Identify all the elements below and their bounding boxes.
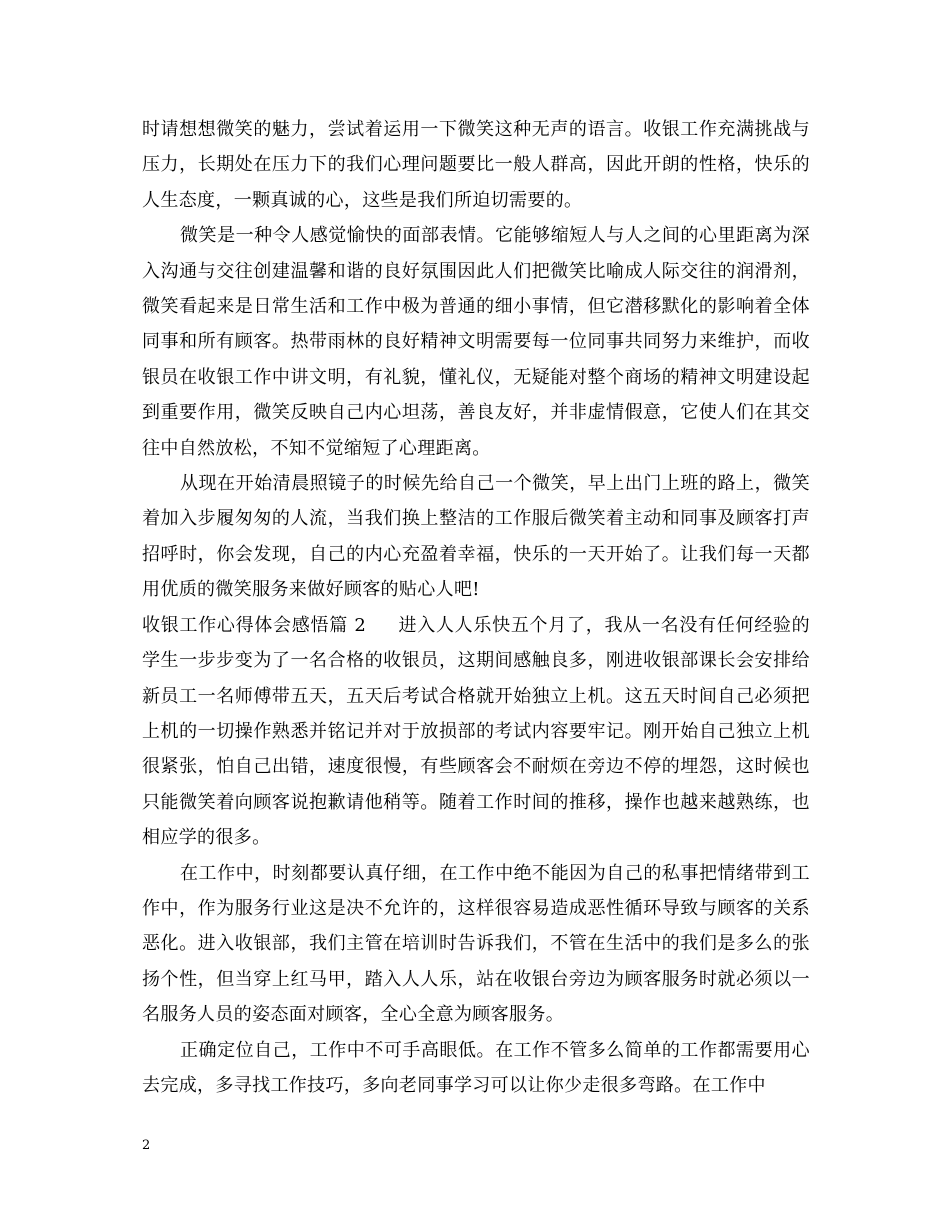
section-heading: 收银工作心得体会感悟篇 2: [142, 614, 367, 636]
paragraph-3: 从现在开始清晨照镜子的时候先给自己一个微笑，早上出门上班的路上，微笑着加入步履匆匆的人流，当我们换上整洁的工作服后微笑着主动和同事及顾客打声招呼时，你会发现，自己的内心充盈着幸福，快乐的一天开始了。让我们每一天都用优质的微笑服务来做好顾客的贴心人吧!: [142, 473, 810, 601]
section-paragraph: [142, 608, 810, 856]
paragraph-1: 时请想想微笑的魅力，尝试着运用一下微笑这种无声的语言。收银工作充满挑战与压力，长期处在压力下的我们心理问题要比一般人群高，因此开朗的性格，快乐的人生态度，一颗真诚的心，这些是我们所迫切需要的。: [142, 119, 810, 211]
page-number: 2: [142, 1138, 151, 1153]
paragraph-6: 正确定位自己，工作中不可手高眼低。在工作不管多么简单的工作都需要用心去完成，多寻找工作技巧，多向老同事学习可以让你少走很多弯路。在工作中: [142, 1039, 810, 1096]
body-text: [142, 112, 810, 1103]
paragraph-2: 微笑是一种令人感觉愉快的面部表情。它能够缩短人与人之间的心里距离为深入沟通与交往创建温馨和谐的良好氛围因此人们把微笑比喻成人际交往的润滑剂，微笑看起来是日常生活和工作中极为普通的细小事情，但它潜移默化的影响着全体同事和所有顾客。热带雨林的良好精神文明需要每一位同事共同努力来维护，而收银员在收银工作中讲文明，有礼貌，懂礼仪，无疑能对整个商场的精神文明建设起到重要作用，微笑反映自己内心坦荡，善良友好，并非虚情假意，它使人们在其交往中自然放松，不知不觉缩短了心理距离。: [142, 225, 810, 459]
paragraph-5: 在工作中，时刻都要认真仔细，在工作中绝不能因为自己的私事把情绪带到工作中，作为服务行业这是决不允许的，这样很容易造成恶性循环导致与顾客的关系恶化。进入收银部，我们主管在培训时告诉我们，不管在生活中的我们是多么的张扬个性，但当穿上红马甲，踏入人人乐，站在收银台旁边为顾客服务时就必须以一名服务人员的姿态面对顾客，全心全意为顾客服务。: [142, 862, 810, 1026]
paragraph-4: 进入人人乐快五个月了，我从一名没有任何经验的学生一步步变为了一名合格的收银员，这期间感触良多，刚进收银部课长会安排给新员工一名师傅带五天，五天后考试合格就开始独立上机。这五天时间自己必须把上机的一切操作熟悉并铭记并对于放损部的考试内容要牢记。刚开始自己独立上机很紧张，怕自己出错，速度很慢，有些顾客会不耐烦在旁边不停的埋怨，这时候也只能微笑着向顾客说抱歉请他稍等。随着工作时间的推移，操作也越来越熟练，也相应学的很多。: [142, 614, 810, 849]
